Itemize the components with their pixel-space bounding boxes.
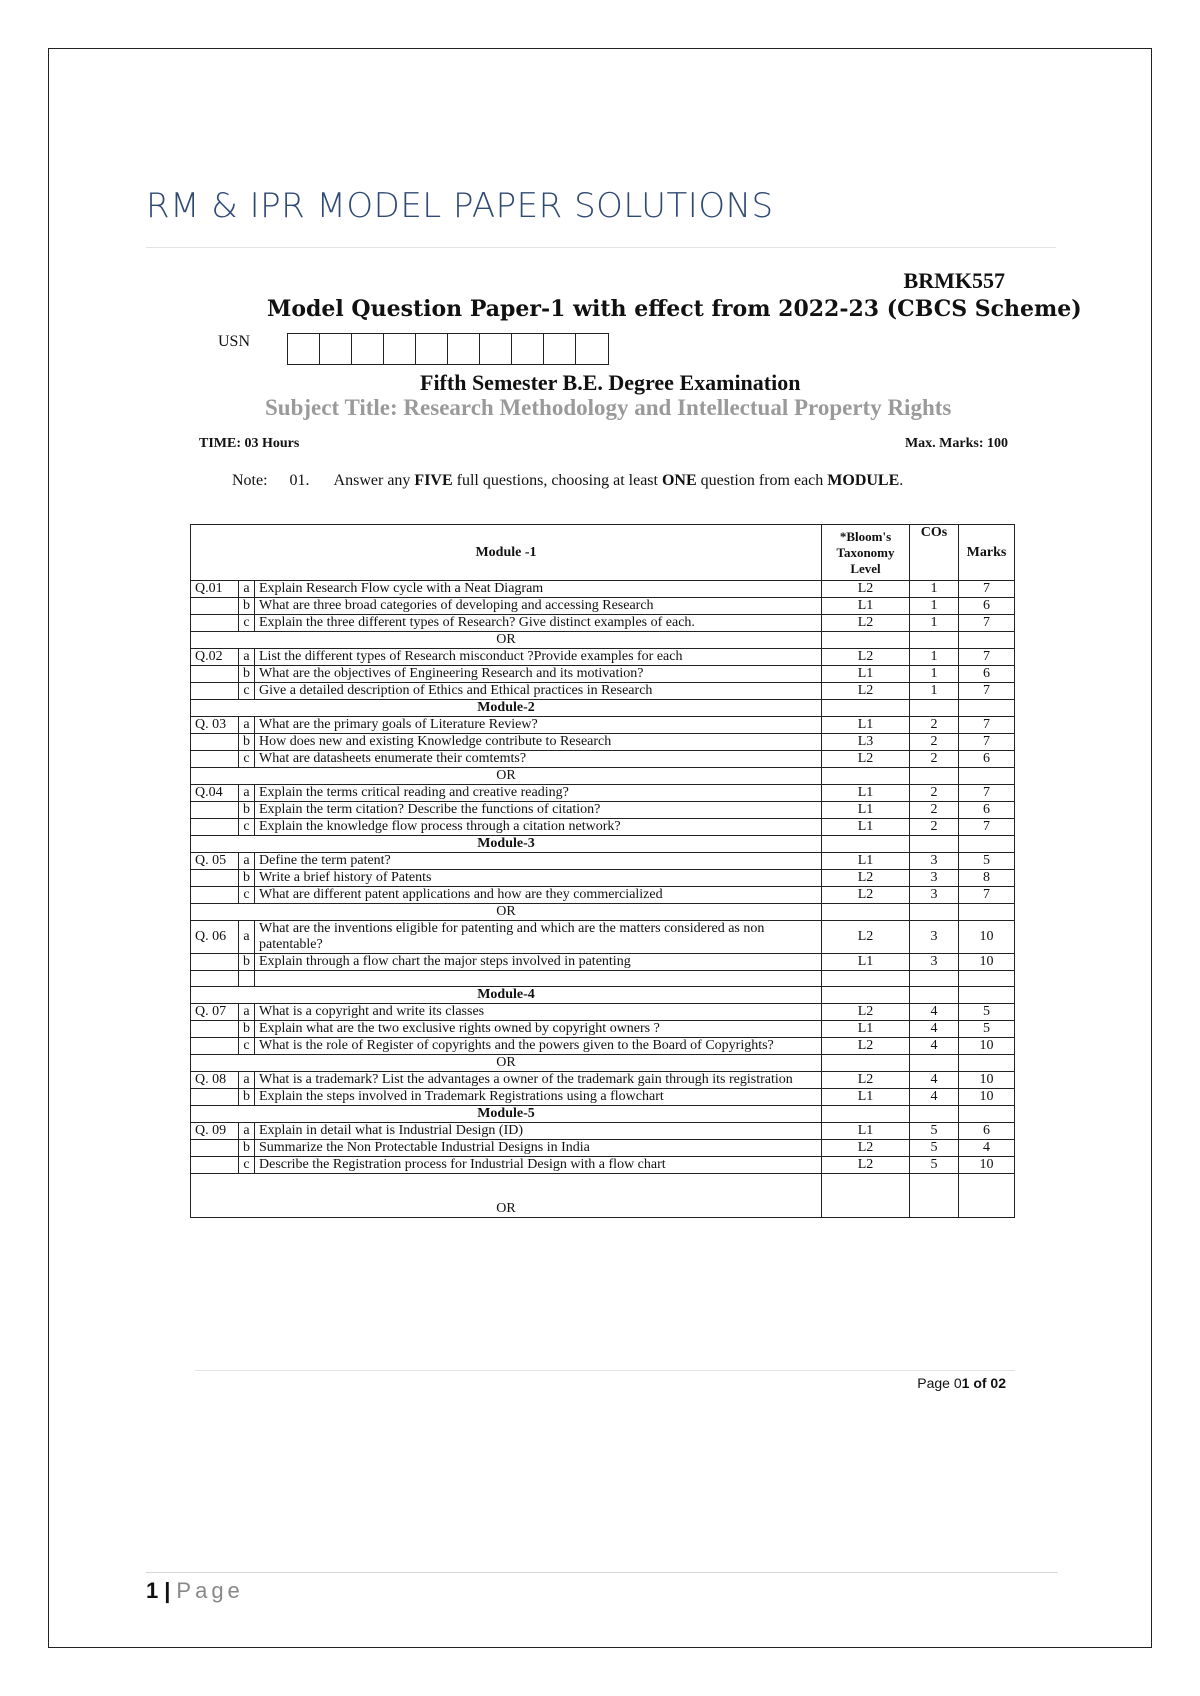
co-value: 1 <box>910 615 959 632</box>
q-part: c <box>239 887 255 904</box>
q-part: c <box>239 1038 255 1055</box>
q-text: What are different patent applications and how are they commercialized <box>255 887 822 904</box>
usn-box <box>288 334 320 364</box>
q-number: Q. 05 <box>191 853 239 870</box>
q-part: c <box>239 683 255 700</box>
marks-value: 6 <box>959 751 1015 768</box>
bloom-level: L1 <box>822 666 910 683</box>
or-label: OR <box>191 632 822 649</box>
q-part: b <box>239 1140 255 1157</box>
module-row <box>191 700 1015 717</box>
cos-header: COs <box>910 525 959 581</box>
usn-box <box>384 334 416 364</box>
table-row <box>191 683 1015 700</box>
note-text: full questions, choosing at least <box>452 472 662 489</box>
q-part: a <box>239 717 255 734</box>
bloom-level: L2 <box>822 1004 910 1021</box>
marks-value: 10 <box>959 921 1015 954</box>
marks-value: 8 <box>959 870 1015 887</box>
co-value: 4 <box>910 1021 959 1038</box>
q-part: b <box>239 954 255 971</box>
table-row <box>191 819 1015 836</box>
module-heading: Module -1 <box>191 525 822 581</box>
or-label: OR <box>191 768 822 785</box>
co-value: 3 <box>910 954 959 971</box>
table-row <box>191 649 1015 666</box>
bloom-level: L1 <box>822 954 910 971</box>
bloom-level: L2 <box>822 751 910 768</box>
q-number <box>191 819 239 836</box>
bloom-level: L2 <box>822 649 910 666</box>
marks-value: 10 <box>959 954 1015 971</box>
or-label: OR <box>191 1055 822 1072</box>
q-part: c <box>239 615 255 632</box>
note-number: 01. <box>289 472 310 489</box>
q-part: c <box>239 751 255 768</box>
module-row <box>191 836 1015 853</box>
usn-box <box>576 334 608 364</box>
marks-value: 6 <box>959 1123 1015 1140</box>
q-part: a <box>239 1004 255 1021</box>
marks-value: 7 <box>959 581 1015 598</box>
q-text: Explain the knowledge flow process through a citation network? <box>255 819 822 836</box>
marks-value: 4 <box>959 1140 1015 1157</box>
q-number <box>191 751 239 768</box>
table-row <box>191 581 1015 598</box>
q-text: Write a brief history of Patents <box>255 870 822 887</box>
bloom-level: L1 <box>822 802 910 819</box>
marks-value: 7 <box>959 887 1015 904</box>
q-number: Q.02 <box>191 649 239 666</box>
co-value: 2 <box>910 734 959 751</box>
bloom-level: L3 <box>822 734 910 751</box>
table-row <box>191 1038 1015 1055</box>
co-value: 4 <box>910 1072 959 1089</box>
q-text: Explain the term citation? Describe the functions of citation? <box>255 802 822 819</box>
table-row <box>191 598 1015 615</box>
co-value: 3 <box>910 887 959 904</box>
note-emphasis: FIVE <box>414 472 453 489</box>
co-value: 2 <box>910 717 959 734</box>
marks-header: Marks <box>959 525 1015 581</box>
bloom-level: L2 <box>822 1157 910 1174</box>
marks-value: 10 <box>959 1038 1015 1055</box>
q-number <box>191 1038 239 1055</box>
q-number <box>191 598 239 615</box>
marks-value: 7 <box>959 717 1015 734</box>
table-row <box>191 1004 1015 1021</box>
q-number <box>191 1140 239 1157</box>
subject-title: Subject Title: Research Methodology and Intellectual Property Rights <box>265 395 952 420</box>
marks-value: 10 <box>959 1072 1015 1089</box>
table-row <box>191 802 1015 819</box>
bloom-level: L1 <box>822 1123 910 1140</box>
semester-heading: Fifth Semester B.E. Degree Examination <box>420 370 801 395</box>
co-value: 1 <box>910 581 959 598</box>
co-value: 2 <box>910 819 959 836</box>
table-row <box>191 1157 1015 1174</box>
co-value: 4 <box>910 1089 959 1106</box>
usn-box <box>512 334 544 364</box>
q-part: a <box>239 649 255 666</box>
marks-value: 7 <box>959 819 1015 836</box>
marks-value: 7 <box>959 615 1015 632</box>
table-row <box>191 717 1015 734</box>
marks-value: 10 <box>959 1089 1015 1106</box>
q-number: Q. 09 <box>191 1123 239 1140</box>
q-number: Q. 07 <box>191 1004 239 1021</box>
page-separator: | <box>164 1578 171 1603</box>
module-heading: Module-2 <box>191 700 822 717</box>
q-number <box>191 1157 239 1174</box>
marks-value: 5 <box>959 1004 1015 1021</box>
usn-box <box>320 334 352 364</box>
q-text: What are three broad categories of developing and accessing Research <box>255 598 822 615</box>
max-marks: Max. Marks: 100 <box>904 436 1008 451</box>
q-text: Explain the three different types of Research? Give distinct examples of each. <box>255 615 822 632</box>
q-part: b <box>239 1089 255 1106</box>
q-text: Summarize the Non Protectable Industrial Designs in India <box>255 1140 822 1157</box>
title-divider <box>146 247 1056 248</box>
usn-box <box>480 334 512 364</box>
bloom-level: L2 <box>822 683 910 700</box>
note-text: question from each <box>696 472 828 489</box>
q-number <box>191 954 239 971</box>
marks-value: 10 <box>959 1157 1015 1174</box>
or-row <box>191 768 1015 785</box>
exam-time: TIME: 03 Hours <box>199 436 300 451</box>
or-label: OR <box>191 1174 822 1218</box>
q-number: Q.04 <box>191 785 239 802</box>
co-value: 3 <box>910 921 959 954</box>
bloom-level: L1 <box>822 598 910 615</box>
q-part: c <box>239 819 255 836</box>
bloom-level: L2 <box>822 581 910 598</box>
q-text: Explain the terms critical reading and creative reading? <box>255 785 822 802</box>
co-value: 5 <box>910 1140 959 1157</box>
q-text: Explain the steps involved in Trademark Registrations using a flowchart <box>255 1089 822 1106</box>
table-row <box>191 666 1015 683</box>
q-part: a <box>239 853 255 870</box>
paper-title: Model Question Paper-1 with effect from 2022-23 (CBCS Scheme) <box>267 296 1082 322</box>
co-value: 1 <box>910 683 959 700</box>
marks-value: 7 <box>959 785 1015 802</box>
bloom-level: L2 <box>822 615 910 632</box>
usn-box <box>352 334 384 364</box>
q-number <box>191 666 239 683</box>
co-value: 3 <box>910 853 959 870</box>
or-row <box>191 1174 1015 1218</box>
table-row <box>191 954 1015 971</box>
table-row <box>191 751 1015 768</box>
q-part: b <box>239 1021 255 1038</box>
marks-value: 5 <box>959 853 1015 870</box>
q-text: What are the objectives of Engineering Research and its motivation? <box>255 666 822 683</box>
q-number: Q. 03 <box>191 717 239 734</box>
note-label: Note: <box>232 472 268 489</box>
bloom-level: L2 <box>822 1038 910 1055</box>
q-number <box>191 887 239 904</box>
module-row <box>191 987 1015 1004</box>
table-row <box>191 1072 1015 1089</box>
q-text: List the different types of Research misconduct ?Provide examples for each <box>255 649 822 666</box>
q-part: b <box>239 598 255 615</box>
page-footer-divider <box>146 1572 1058 1573</box>
marks-value: 7 <box>959 649 1015 666</box>
bloom-header: *Bloom's Taxonomy Level <box>822 525 910 581</box>
module-heading: Module-5 <box>191 1106 822 1123</box>
document-title: RM & IPR MODEL PAPER SOLUTIONS <box>146 186 774 226</box>
q-part: b <box>239 802 255 819</box>
bloom-level: L1 <box>822 785 910 802</box>
q-text: How does new and existing Knowledge contribute to Research <box>255 734 822 751</box>
q-part: a <box>239 581 255 598</box>
q-text: What are datasheets enumerate their comtemts? <box>255 751 822 768</box>
q-number <box>191 1021 239 1038</box>
q-number <box>191 683 239 700</box>
q-number: Q.01 <box>191 581 239 598</box>
q-text: What is a trademark? List the advantages a owner of the trademark gain through its registration <box>255 1072 822 1089</box>
q-part: c <box>239 1157 255 1174</box>
or-label: OR <box>191 904 822 921</box>
bloom-level: L2 <box>822 1072 910 1089</box>
q-part: a <box>239 921 255 954</box>
q-number <box>191 615 239 632</box>
page-number: 1 <box>146 1578 159 1603</box>
table-row <box>191 870 1015 887</box>
q-text: Describe the Registration process for Industrial Design with a flow chart <box>255 1157 822 1174</box>
co-value: 2 <box>910 785 959 802</box>
table-header-row <box>191 525 1015 581</box>
q-text: Give a detailed description of Ethics and Ethical practices in Research <box>255 683 822 700</box>
co-value: 5 <box>910 1123 959 1140</box>
q-text: What are the inventions eligible for patenting and which are the matters considered as non patentable? <box>255 921 822 954</box>
bloom-level: L2 <box>822 870 910 887</box>
usn-label: USN <box>218 333 251 350</box>
q-number <box>191 734 239 751</box>
q-text: Explain through a flow chart the major steps involved in patenting <box>255 954 822 971</box>
table-row <box>191 1123 1015 1140</box>
table-row <box>191 734 1015 751</box>
bloom-level: L2 <box>822 921 910 954</box>
q-text: What is a copyright and write its classes <box>255 1004 822 1021</box>
empty-row <box>191 971 1015 987</box>
usn-box <box>416 334 448 364</box>
note-emphasis: ONE <box>661 472 697 489</box>
q-part: b <box>239 666 255 683</box>
page-info <box>917 1375 1006 1391</box>
q-text: Explain what are the two exclusive rights owned by copyright owners ? <box>255 1021 822 1038</box>
co-value: 1 <box>910 666 959 683</box>
table-row <box>191 785 1015 802</box>
bloom-level: L1 <box>822 819 910 836</box>
usn-input-boxes <box>287 333 609 365</box>
q-part: a <box>239 1123 255 1140</box>
q-text: Explain in detail what is Industrial Design (ID) <box>255 1123 822 1140</box>
page-word: Page <box>176 1578 244 1603</box>
module-heading: Module-3 <box>191 836 822 853</box>
q-text: What are the primary goals of Literature Review? <box>255 717 822 734</box>
bloom-level: L2 <box>822 1140 910 1157</box>
table-row <box>191 1021 1015 1038</box>
marks-value: 7 <box>959 683 1015 700</box>
marks-value: 7 <box>959 734 1015 751</box>
co-value: 3 <box>910 870 959 887</box>
note-emphasis: MODULE <box>827 472 900 489</box>
footer-divider <box>195 1370 1015 1371</box>
q-number <box>191 802 239 819</box>
q-text: What is the role of Register of copyrights and the powers given to the Board of Copyrights? <box>255 1038 822 1055</box>
q-text: Explain Research Flow cycle with a Neat Diagram <box>255 581 822 598</box>
co-value: 1 <box>910 649 959 666</box>
bloom-level: L1 <box>822 853 910 870</box>
or-row <box>191 1055 1015 1072</box>
table-row <box>191 1089 1015 1106</box>
page-footer <box>146 1578 244 1604</box>
q-part: a <box>239 1072 255 1089</box>
q-number: Q. 08 <box>191 1072 239 1089</box>
exam-note <box>232 472 903 490</box>
note-text: Answer any <box>333 472 415 489</box>
bloom-level: L1 <box>822 1089 910 1106</box>
co-value: 4 <box>910 1038 959 1055</box>
co-value: 2 <box>910 802 959 819</box>
table-row <box>191 615 1015 632</box>
table-row <box>191 887 1015 904</box>
usn-box <box>544 334 576 364</box>
table-row <box>191 1140 1015 1157</box>
table-row <box>191 853 1015 870</box>
note-text: . <box>899 472 904 489</box>
q-number: Q. 06 <box>191 921 239 954</box>
module-heading: Module-4 <box>191 987 822 1004</box>
q-number <box>191 1089 239 1106</box>
question-table <box>190 524 1015 1218</box>
page-info-bold: 1 of 02 <box>961 1375 1006 1391</box>
page-info-text: Page 0 <box>917 1375 962 1391</box>
co-value: 1 <box>910 598 959 615</box>
or-row <box>191 904 1015 921</box>
table-row <box>191 921 1015 954</box>
co-value: 2 <box>910 751 959 768</box>
bloom-level: L1 <box>822 1021 910 1038</box>
usn-box <box>448 334 480 364</box>
q-number <box>191 870 239 887</box>
marks-value: 6 <box>959 802 1015 819</box>
course-code: BRMK557 <box>903 268 1005 293</box>
co-value: 5 <box>910 1157 959 1174</box>
q-part: b <box>239 734 255 751</box>
co-value: 4 <box>910 1004 959 1021</box>
marks-value: 6 <box>959 598 1015 615</box>
marks-value: 5 <box>959 1021 1015 1038</box>
bloom-level: L2 <box>822 887 910 904</box>
marks-value: 6 <box>959 666 1015 683</box>
or-row <box>191 632 1015 649</box>
q-part: a <box>239 785 255 802</box>
bloom-level: L1 <box>822 717 910 734</box>
q-text: Define the term patent? <box>255 853 822 870</box>
module-row <box>191 1106 1015 1123</box>
q-part: b <box>239 870 255 887</box>
